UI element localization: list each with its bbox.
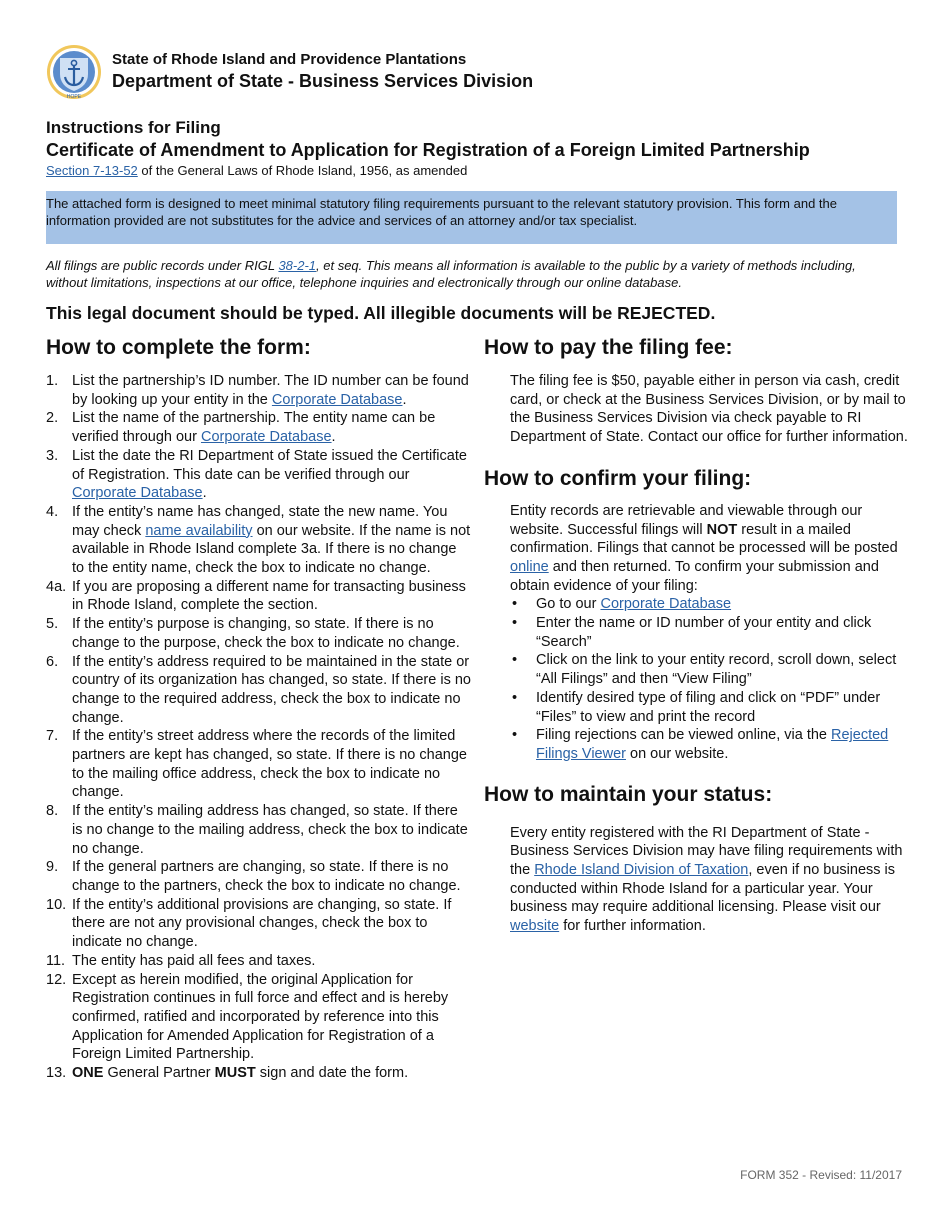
pay-fee-text: The filing fee is $50, payable either in person via cash, credit card, or check at the Business Services Division, or by mail to the Business Services Division via check payable to RI Department of State. Contact our office for further information.: [510, 373, 908, 446]
seal-motto: HOPE: [66, 94, 82, 100]
steps-list: [46, 372, 471, 1083]
right-column: [484, 335, 909, 936]
disclaimer-box: The attached form is designed to meet minimal statutory filing requirements pursuant to the relevant statutory provision. This form and the information provided are not substitutes for the advice and services of an attorney and/or tax specialist.: [46, 191, 897, 244]
list-item: • Go to our Corporate Database: [510, 595, 909, 614]
complete-form-heading: How to complete the form:: [46, 336, 311, 359]
form-title: Certificate of Amendment to Application for Registration of a Foreign Limited Partnership: [46, 140, 810, 160]
list-item: 4a. If you are proposing a different name for transacting business in Rhode Island, complete the section.: [46, 578, 466, 614]
list-item: 1. List the partnership’s ID number. The ID number can be found by looking up your entity in the Corporate Database.: [46, 373, 469, 408]
list-item: 13. ONE General Partner MUST sign and date the form.: [46, 1065, 409, 1082]
name-availability-link[interactable]: name availability: [145, 522, 253, 539]
confirm-filing-heading: How to confirm your filing:: [484, 466, 752, 490]
list-item: 8. If the entity’s mailing address has changed, so state. If there is no change to the mailing address, check the box to indicate no change.: [46, 803, 468, 857]
website-link[interactable]: website: [510, 918, 560, 935]
list-item: • Filing rejections can be viewed online, via the Rejected Filings Viewer on our website.: [510, 726, 909, 763]
pay-fee-heading: How to pay the filing fee:: [484, 336, 733, 359]
typed-notice: This legal document should be typed. All illegible documents will be REJECTED.: [46, 303, 716, 323]
title-block: [46, 117, 916, 180]
corporate-database-link[interactable]: Corporate Database: [271, 391, 403, 408]
page-header: [46, 44, 533, 100]
corporate-database-link[interactable]: Corporate Database: [200, 429, 332, 446]
list-item: 9. If the general partners are changing, so state. If there is no change to the partners, check the box to indicate no change.: [46, 859, 461, 894]
corporate-database-link[interactable]: Corporate Database: [72, 485, 203, 502]
instructions-heading: Instructions for Filing: [46, 118, 221, 137]
law-section-link[interactable]: Section 7-13-52: [46, 163, 138, 178]
confirm-steps-list: [510, 595, 909, 763]
list-item: • Click on the link to your entity record, scroll down, select “All Filings” and then “View Filing”: [510, 651, 909, 688]
maintain-status-heading: How to maintain your status:: [484, 782, 773, 806]
rejected-filings-viewer-link[interactable]: Rejected Filings Viewer: [536, 727, 889, 762]
state-name: State of Rhode Island and Providence Plantations: [112, 51, 467, 68]
list-item: 6. If the entity’s address required to be maintained in the state or country of its organization has changed, so state. If there is no change to the required address, check the box to indicate no change.: [46, 653, 471, 726]
list-item: 3. List the date the RI Department of State issued the Certificate of Registration. This date can be verified through our Corporate Database.: [46, 447, 467, 502]
list-item: 2. List the name of the partnership. The entity name can be verified through our Corporate Database.: [46, 410, 436, 446]
complete-form-section: [46, 335, 471, 1083]
confirm-filing-text: Entity records are retrievable and viewable through our website. Successful filings will NOT result in a mailed confirmation. Filings that cannot be processed will be posted online and then returned. To confirm your submission and obtain evidence of your filing:: [510, 502, 898, 594]
rigl-link[interactable]: 38-2-1: [278, 258, 317, 273]
form-revision-footer: FORM 352 - Revised: 11/2017: [740, 1168, 902, 1182]
division-of-taxation-link[interactable]: Rhode Island Division of Taxation: [534, 862, 749, 879]
list-item: • Identify desired type of filing and click on “PDF” under “Files” to view and print the record: [510, 689, 909, 726]
corporate-database-link[interactable]: Corporate Database: [600, 596, 732, 613]
list-item: 5. If the entity’s purpose is changing, so state. If there is no change to the purpose, check the box to indicate no change.: [46, 616, 460, 651]
list-item: 10. If the entity’s additional provisions are changing, so state. If there are not any provisional changes, check the box to indicate no change.: [46, 896, 452, 951]
list-item: 12. Except as herein modified, the original Application for Registration continues in full force and effect and is hereby confirmed, ratified and incorporated by reference into this Application for Amended Application for Registration of a Foreign Limited Partnership.: [46, 971, 449, 1063]
list-item: 11. The entity has paid all fees and taxes.: [46, 952, 316, 969]
ri-anchor-seal-icon: [46, 44, 102, 100]
law-reference: Section 7-13-52 of the General Laws of Rhode Island, 1956, as amended: [46, 163, 468, 178]
online-link[interactable]: online: [510, 558, 549, 575]
maintain-status-text: Every entity registered with the RI Department of State - Business Services Division may have filing requirements with the Rhode Island Division of Taxation, even if no business is conducted within Rhode Island for a particular year. Your business may require additional licensing. Please visit our website for further information.: [510, 824, 903, 935]
list-item: 4. If the entity’s name has changed, state the new name. You may check name availability on our website. If the name is not available in Rhode Island complete 3a. If there is no change to the entity name, check the box to indicate no change.: [46, 503, 471, 577]
list-item: • Enter the name or ID number of your entity and click “Search”: [510, 614, 909, 651]
public-records-notice: All filings are public records under RIGL 38-2-1, et seq. This means all information is available to the public by a variety of methods including, without limitations, inspections at our office, telephone inquiries and electronically through our online database.: [46, 258, 856, 290]
department-name: Department of State - Business Services Division: [112, 71, 534, 91]
list-item: 7. If the entity’s street address where the records of the limited partners are kept has changed, so state. If there is no change to the mailing office address, check the box to indicate no change.: [46, 728, 467, 801]
